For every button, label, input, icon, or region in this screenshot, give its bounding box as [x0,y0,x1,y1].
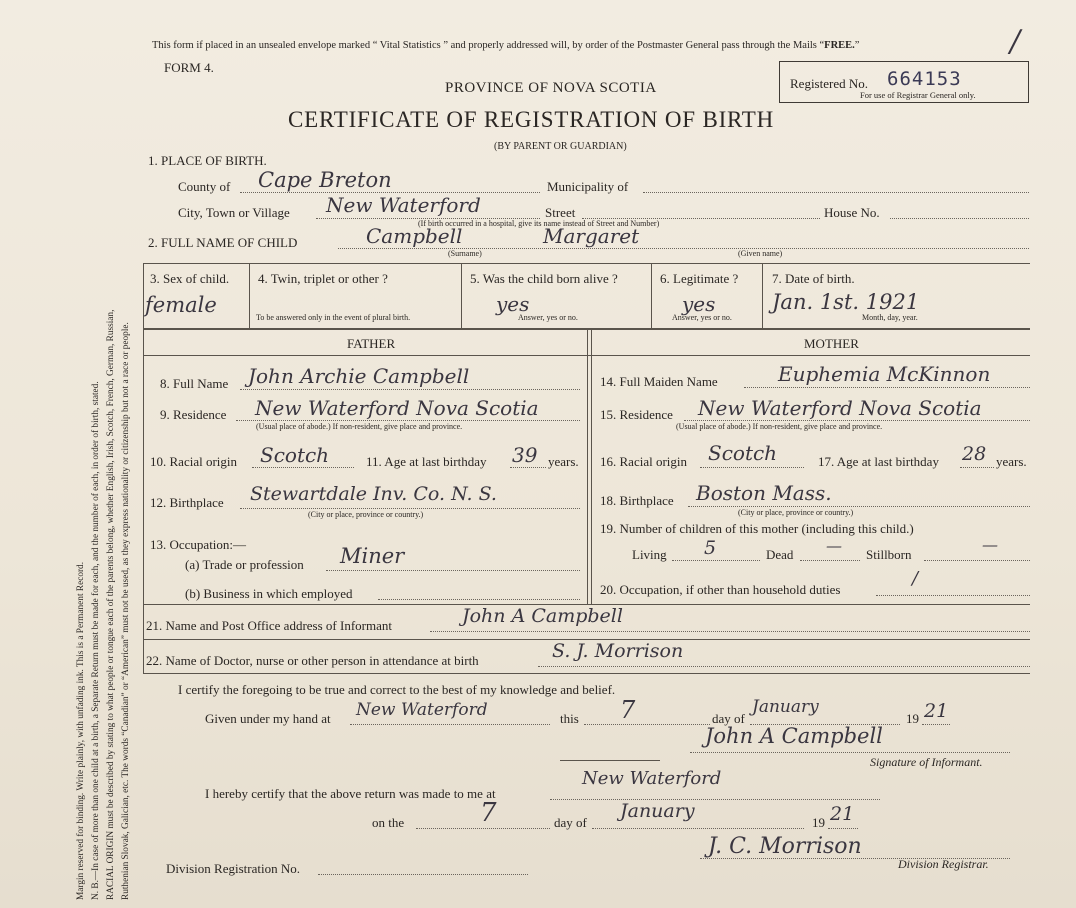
alive-note: Answer, yes or no. [518,313,578,322]
father-age: 39 [512,443,538,467]
sex-label: 3. Sex of child. [150,271,230,286]
cert-year-prefix: 19 [906,711,919,726]
business-line [378,599,580,600]
grid-divider-3 [651,263,652,328]
grid-line-top [143,263,1030,264]
father-residence: New Waterford Nova Scotia [255,396,539,420]
certificate-title: CERTIFICATE OF REGISTRATION OF BIRTH [288,107,775,132]
mother-occupation-label: 20. Occupation, if other than household duties [600,582,841,597]
stillborn-line [924,560,1030,561]
given-place-line [350,724,550,725]
father-birthplace-note: (City or place, province or country.) [308,510,424,519]
father-racial-label: 10. Racial origin [150,454,238,469]
return-place-line [550,799,880,800]
given-label: Given under my hand at [205,711,331,726]
return-year: 21 [830,803,855,825]
stillborn-value: — [982,535,998,554]
return-statement: I hereby certify that the above return was made to me at [205,786,496,801]
birth-date-value: Jan. 1st. 1921 [772,290,920,314]
cert-month: January [752,697,819,717]
doctor-line [538,666,1030,667]
cert-year-line [922,724,950,725]
alive-value: yes [496,292,530,316]
informant-signature-line [690,752,1010,753]
mother-birthplace-line [688,506,1030,507]
registrar-caption: Division Registrar. [898,857,989,871]
father-heading: FATHER [347,336,396,351]
dead-value: — [826,536,842,555]
postal-notice-text: This form if placed in an unsealed envelope marked “ Vital Statistics ” and properly addressed will, by order of the Postmaster General pass through the Mails “ [152,40,825,51]
this-label: this [560,711,579,726]
county-value: Cape Breton [258,168,392,192]
father-residence-note: (Usual place of abode.) If non-resident, give place and province. [256,422,463,431]
birth-date-note: Month, day, year. [862,313,918,322]
grid-divider-2 [461,263,462,328]
municipality-line [643,192,1029,193]
mother-occupation: / [912,568,919,589]
business-label: (b) Business in which employed [185,586,353,601]
mother-age: 28 [962,443,987,465]
place-heading: 1. PLACE OF BIRTH. [148,153,267,168]
father-age-label: 11. Age at last birthday [366,454,487,469]
cert-year: 21 [924,700,949,722]
mother-birthplace-note: (City or place, province or country.) [738,508,854,517]
child-given-name: Margaret [543,224,640,248]
registrar-note: For use of Registrar General only. [860,90,976,100]
twin-label: 4. Twin, triplet or other ? [258,271,388,286]
father-name: John Archie Campbell [248,364,470,388]
certify-statement: I certify the foregoing to be true and correct to the best of my knowledge and belief. [178,682,616,697]
father-birthplace-line [240,508,580,509]
side-note-4: Ruthenian Slovak, Galician, etc. The words “Canadian” or “American” must not be used, as they express nationality or citizenship but not a race or people. [121,322,131,900]
return-on-label: on the [372,815,405,830]
division-registration-line [318,874,528,875]
grid-line-doctor [143,673,1030,674]
city-value: New Waterford [326,193,481,217]
form-number: FORM 4. [164,60,214,75]
certificate-subtitle: (BY PARENT OR GUARDIAN) [494,141,627,152]
child-name-label: 2. FULL NAME OF CHILD [148,235,298,250]
mother-residence: New Waterford Nova Scotia [698,396,982,420]
mother-birthplace-label: 18. Birthplace [600,493,674,508]
return-month-line [592,828,804,829]
postal-notice [152,40,859,51]
cert-day-line [584,724,710,725]
cert-day-of-label: day of [712,711,745,726]
informant-line [430,631,1030,632]
return-day-of-label: day of [554,815,587,830]
trade-line [326,570,580,571]
legitimate-value: yes [682,292,716,316]
mother-residence-line [684,420,1030,421]
cert-rule [560,760,660,761]
father-residence-label: 9. Residence [160,407,227,422]
return-year-line [828,828,858,829]
father-name-line [240,389,580,390]
living-label: Living [632,547,667,562]
side-note-2: N. B.—In case of more than one child at a birth, a Separate Return must be made for each, and the number of each, in order of birth, stated. [91,381,101,900]
registrar-signature: J. C. Morrison [708,834,862,859]
father-name-label: 8. Full Name [160,376,229,391]
mother-racial-line [700,467,804,468]
return-day: 7 [480,798,497,828]
doctor-label: 22. Name of Doctor, nurse or other person in attendance at birth [146,653,479,668]
side-note-1: Margin reserved for binding. Write plainly, with unfading ink. This is a Permanent Record. [76,561,86,900]
doctor-value: S. J. Morrison [552,640,684,662]
mother-residence-label: 15. Residence [600,407,673,422]
dead-line [800,560,860,561]
house-label: House No. [824,205,880,220]
municipality-label: Municipality of [547,179,629,194]
mother-age-line [960,467,994,468]
informant-signature: John A Campbell [705,724,883,748]
check-mark: / [1010,24,1021,59]
dead-label: Dead [766,547,794,562]
cert-day: 7 [620,696,636,724]
side-note-3: RACIAL ORIGIN must be described by stating to what people or tongue each of the parents belong, whether English, Irish, Scotch, French, German, Russian, [106,309,116,900]
registered-label: Registered No. [790,76,868,91]
given-caption: (Given name) [738,249,783,258]
house-line [890,218,1029,219]
division-registration-label: Division Registration No. [166,861,300,876]
legitimate-note: Answer, yes or no. [672,313,732,322]
mother-racial: Scotch [708,441,778,465]
father-residence-line [236,420,580,421]
alive-label: 5. Was the child born alive ? [470,271,618,286]
stillborn-label: Stillborn [866,547,912,562]
parents-divider [587,328,588,604]
mother-name-label: 14. Full Maiden Name [600,374,718,389]
mother-birthplace: Boston Mass. [696,481,832,505]
grid-left-border [143,263,144,673]
informant-label: 21. Name and Post Office address of Informant [146,618,392,633]
hospital-note: (If birth occurred in a hospital, give its name instead of Street and Number) [418,219,660,228]
birth-date-label: 7. Date of birth. [772,271,855,286]
mother-name: Euphemia McKinnon [778,362,991,386]
father-birthplace: Stewartdale Inv. Co. N. S. [250,483,497,505]
mother-name-line [744,387,1030,388]
living-line [672,560,760,561]
father-age-line [510,467,546,468]
county-label: County of [178,179,231,194]
trade-label: (a) Trade or profession [185,557,304,572]
return-day-line [416,828,550,829]
trade-value: Miner [340,544,405,568]
return-place: New Waterford [582,768,722,789]
child-surname: Campbell [366,224,463,248]
return-year-prefix: 19 [812,815,825,830]
free-label: FREE. [824,40,855,51]
occupation-label: 13. Occupation:— [150,537,247,552]
postal-notice-close: ” [854,40,860,51]
parents-divider-2 [591,328,592,604]
mother-heading: MOTHER [804,336,859,351]
mother-age-label: 17. Age at last birthday [818,454,939,469]
return-month: January [620,800,695,822]
given-place: New Waterford [356,700,488,720]
street-label: Street [545,205,576,220]
grid-divider-4 [762,263,763,328]
province-heading: PROVINCE OF NOVA SCOTIA [445,80,657,96]
mother-occupation-line [876,595,1030,596]
grid-divider-1 [249,263,250,328]
father-years: years. [548,454,579,469]
father-racial: Scotch [260,443,330,467]
father-racial-line [252,467,354,468]
mother-residence-note: (Usual place of abode.) If non-resident, give place and province. [676,422,883,431]
twin-note: To be answered only in the event of plural birth. [256,313,411,322]
child-name-line [338,248,1029,249]
signature-caption: Signature of Informant. [870,755,983,769]
surname-caption: (Surname) [448,249,482,258]
children-label: 19. Number of children of this mother (including this child.) [600,521,914,536]
city-label: City, Town or Village [178,205,290,220]
sex-value: female [145,293,217,317]
living-value: 5 [704,537,717,559]
mother-years: years. [996,454,1027,469]
informant-value: John A Campbell [462,605,623,627]
father-birthplace-label: 12. Birthplace [150,495,224,510]
legitimate-label: 6. Legitimate ? [660,271,739,286]
registered-number: 664153 [887,68,962,90]
mother-racial-label: 16. Racial origin [600,454,688,469]
